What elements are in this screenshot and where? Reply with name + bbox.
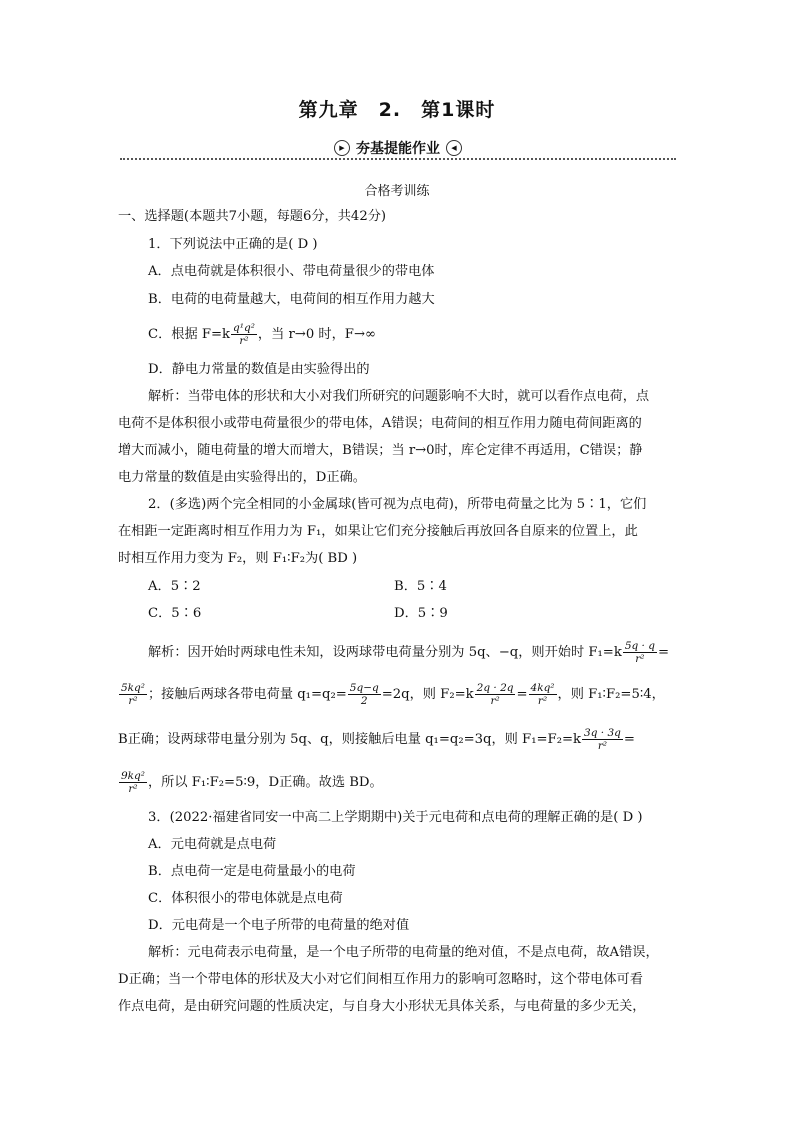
fraction-numerator: 5kq² xyxy=(121,682,145,694)
banner-label-group xyxy=(328,138,468,158)
fraction-numerator: 5q−q xyxy=(349,682,379,694)
fraction-numerator: 3q · 3q xyxy=(584,727,621,739)
q3-option-b: B．点电荷一定是电荷量最小的电荷 xyxy=(148,864,356,879)
text-span: = xyxy=(516,687,528,702)
text-span: B正确；设两球带电量分别为 5q、q，则接触后电量 q₁=q₂=3q，则 F₁=F₂=k xyxy=(118,732,582,747)
q2-option-d: D．5∶9 xyxy=(394,606,448,621)
fraction-denominator: 2 xyxy=(360,695,368,707)
q2-option-a: A．5∶2 xyxy=(148,579,201,594)
q3-option-d: D．元电荷是一个电子所带的电荷量的绝对值 xyxy=(148,918,410,933)
fraction-denominator: r² xyxy=(239,335,249,347)
q1-option-a: A．点电荷就是体积很小、带电荷量很少的带电体 xyxy=(148,264,435,279)
q1-option-c-prefix: C．根据 F=k xyxy=(148,327,231,342)
fraction-numerator: 2q · 2q xyxy=(476,682,514,694)
formula-fraction xyxy=(348,682,381,707)
section-heading: 一、选择题(本题共7小题，每题6分，共42分) xyxy=(118,209,387,224)
q1-stem: 1．下列说法中正确的是( D ) xyxy=(148,237,318,252)
q2-explanation-line-1 xyxy=(148,640,669,665)
formula-fraction xyxy=(582,727,623,752)
q3-explanation-line: 作点电荷，是由研究问题的性质决定，与自身大小形状无具体关系，与电荷量的多少无关， xyxy=(118,999,646,1014)
fraction-denominator: r² xyxy=(537,695,548,707)
formula-fraction xyxy=(119,682,147,707)
text-span: = xyxy=(657,645,670,660)
fraction-denominator: r² xyxy=(597,740,608,752)
q3-stem: 3．(2022·福建省同安一中高二上学期期中)关于元电荷和点电荷的理解正确的是( D ) xyxy=(148,810,643,825)
formula-fraction xyxy=(529,682,557,707)
q2-stem-line: 时相互作用力变为 F₂，则 F₁∶F₂为( BD ) xyxy=(118,551,358,566)
q2-explanation-line-3 xyxy=(118,727,635,752)
text-span: =2q，则 F₂=k xyxy=(381,687,474,702)
fraction-numerator: 4kq² xyxy=(530,682,555,694)
q2-option-b: B．5∶4 xyxy=(394,579,447,594)
fraction-numerator: q¹q² xyxy=(233,322,255,334)
section-subtitle: 合格考训练 xyxy=(364,184,430,199)
q1-option-c xyxy=(148,322,376,347)
text-span: ，所以 F₁∶F₂=5∶9，D正确。故选 BD。 xyxy=(147,775,383,790)
q1-option-c-suffix: ，当 r→0 时，F→∞ xyxy=(257,327,376,342)
q1-explanation-line: 解析：当带电体的形状和大小对我们所研究的问题影响不大时，就可以看作点电荷，点 xyxy=(148,389,650,404)
q2-explanation-line-4 xyxy=(118,770,383,795)
dotted-divider xyxy=(120,158,676,160)
fraction-denominator: r² xyxy=(490,695,500,707)
q2-stem-line: 在相距一定距离时相互作用力为 F₁，如果让它们充分接触后再放回各自原来的位置上，此 xyxy=(118,524,638,539)
circle-arrow-right-icon: ▶ xyxy=(334,140,350,156)
circle-arrow-left-icon: ◀ xyxy=(446,140,462,156)
q3-explanation-line: 解析：元电荷表示电荷量，是一个电子所带的电荷量的绝对值，不是点电荷，故A错误， xyxy=(148,945,659,960)
q1-explanation-line: 电力常量的数值是由实验得出的，D正确。 xyxy=(118,470,366,485)
q1-option-d: D．静电力常量的数值是由实验得出的 xyxy=(148,362,370,377)
fraction-denominator: r² xyxy=(635,653,645,665)
fraction-numerator: 9kq² xyxy=(121,770,145,782)
fraction-denominator: r² xyxy=(128,783,138,795)
chapter-title: 第九章 2. 第1课时 xyxy=(298,99,496,121)
banner-label: 夯基提能作业 xyxy=(356,141,440,157)
q2-stem-line: 2．(多选)两个完全相同的小金属球(皆可视为点电荷)，所带电荷量之比为 5∶1，它们 xyxy=(148,497,647,512)
q3-option-a: A．元电荷就是点电荷 xyxy=(148,837,277,852)
formula-fraction xyxy=(475,682,516,707)
text-span: ，则 F₁∶F₂=5∶4， xyxy=(557,687,665,702)
formula-fraction xyxy=(119,770,147,795)
section-banner xyxy=(120,136,676,164)
q3-option-c: C．体积很小的带电体就是点电荷 xyxy=(148,891,343,906)
text-span: ；接触后两球各带电荷量 q₁=q₂= xyxy=(147,687,347,702)
q2-explanation-line-2 xyxy=(118,682,665,707)
text-span: = xyxy=(623,732,635,747)
q1-option-c-fraction xyxy=(231,322,257,347)
formula-fraction xyxy=(623,640,657,665)
q1-explanation-line: 增大而减小，随电荷量的增大而增大，B错误；当 r→0时，库仑定律不再适用，C错误；静 xyxy=(118,443,643,458)
q3-explanation-line: D正确；当一个带电体的形状及大小对它们间相互作用力的影响可忽略时，这个带电体可看 xyxy=(118,972,643,987)
fraction-numerator: 5q · q xyxy=(624,640,655,652)
q2-option-c: C．5∶6 xyxy=(148,606,202,621)
q1-explanation-line: 电荷不是体积很小或带电荷量很少的带电体，A错误；电荷间的相互作用力随电荷间距离的 xyxy=(118,416,642,431)
q1-option-b: B．电荷的电荷量越大，电荷间的相互作用力越大 xyxy=(148,292,435,307)
text-span: 解析：因开始时两球电性未知，设两球带电荷量分别为 5q、−q，则开始时 F₁=k xyxy=(148,645,622,660)
fraction-denominator: r² xyxy=(128,695,138,707)
